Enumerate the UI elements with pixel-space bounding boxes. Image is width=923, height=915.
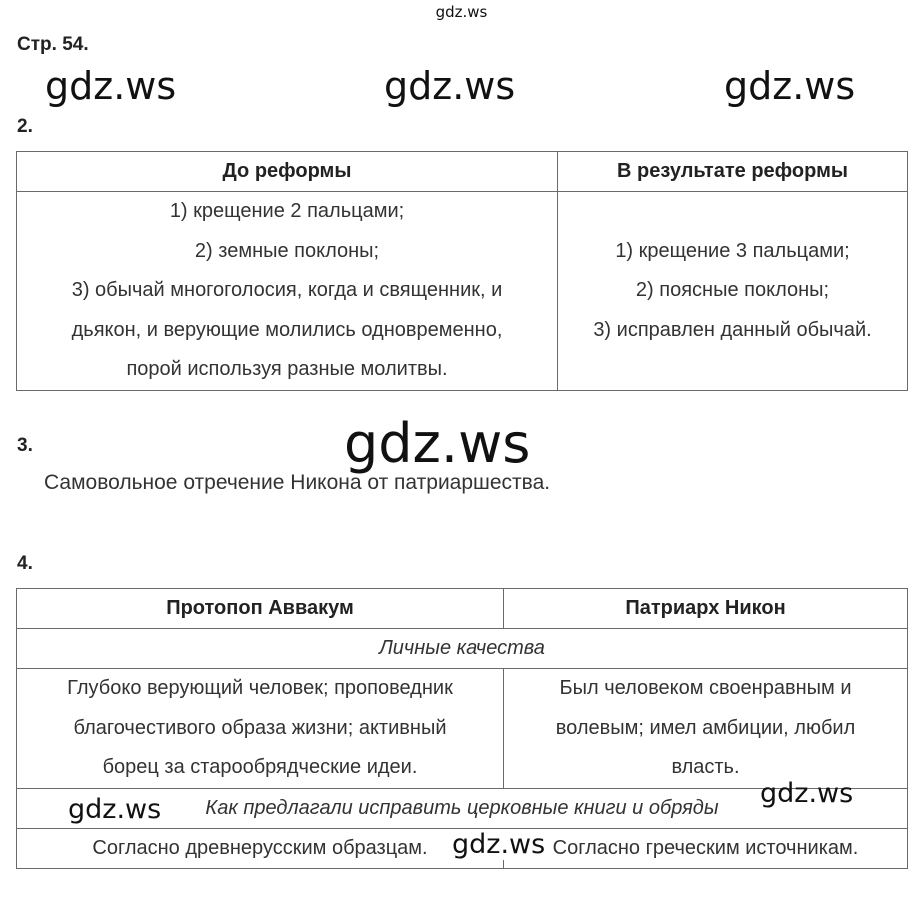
after-line: 1) крещение 3 пальцами; xyxy=(615,239,850,262)
before-line: 3) обычай многоголосия, когда и священник, и xyxy=(71,279,503,301)
watermark-bottom-right: gdz.ws xyxy=(760,778,854,809)
header-nikon: Патриарх Никон xyxy=(504,589,908,629)
watermark-bottom-center: gdz.ws xyxy=(452,829,546,860)
before-line: 2) земные поклоны; xyxy=(194,239,380,262)
nikon-line: Был человеком своенравным и xyxy=(559,677,852,700)
row-personal-title: Личные качества xyxy=(17,629,908,669)
section-3-number: 3. xyxy=(17,435,33,456)
before-line: 1) крещение 2 пальцами; xyxy=(169,200,405,222)
before-line: порой используя разные молитвы. xyxy=(126,358,448,380)
after-line: 2) поясные поклоны; xyxy=(635,279,830,301)
watermark-bottom-left: gdz.ws xyxy=(68,794,162,825)
avvakum-books-cell: Согласно древнерусским образцам. xyxy=(17,829,504,869)
nikon-line: власть. xyxy=(671,756,740,779)
row-books-title: Как предлагали исправить церковные книги и обряды xyxy=(17,789,908,829)
reform-table xyxy=(16,151,908,391)
avvakum-line: благочестивого образа жизни; активный xyxy=(73,716,447,739)
nikon-books-cell: Согласно греческим источникам. xyxy=(504,829,908,869)
watermark-center: gdz.ws xyxy=(344,412,531,475)
header-avvakum: Протопоп Аввакум xyxy=(17,589,504,629)
watermark: gdz.ws xyxy=(724,64,856,108)
header-before-reform: До реформы xyxy=(17,152,558,192)
after-line: 3) исправлен данный обычай. xyxy=(593,318,872,341)
header-after-reform: В результате реформы xyxy=(558,152,908,192)
comparison-table xyxy=(16,588,908,869)
after-reform-cell xyxy=(558,192,908,391)
section-3-answer: Самовольное отречение Никона от патриаршества. xyxy=(44,471,551,494)
watermark: gdz.ws xyxy=(384,64,516,108)
section-4-number: 4. xyxy=(17,553,33,574)
before-reform-cell xyxy=(17,192,558,391)
avvakum-personal-cell xyxy=(17,669,504,789)
page-label: Стр. 54. xyxy=(17,34,89,55)
watermark-top: gdz.ws xyxy=(435,3,488,21)
section-2-number: 2. xyxy=(17,116,33,137)
nikon-line: волевым; имел амбиции, любил xyxy=(555,716,856,739)
watermark: gdz.ws xyxy=(45,64,177,108)
avvakum-line: Глубоко верующий человек; проповедник xyxy=(67,677,453,700)
before-line: дьякон, и верующие молились одновременно, xyxy=(71,318,503,341)
nikon-personal-cell xyxy=(504,669,908,789)
avvakum-line: борец за старообрядческие идеи. xyxy=(102,756,418,779)
